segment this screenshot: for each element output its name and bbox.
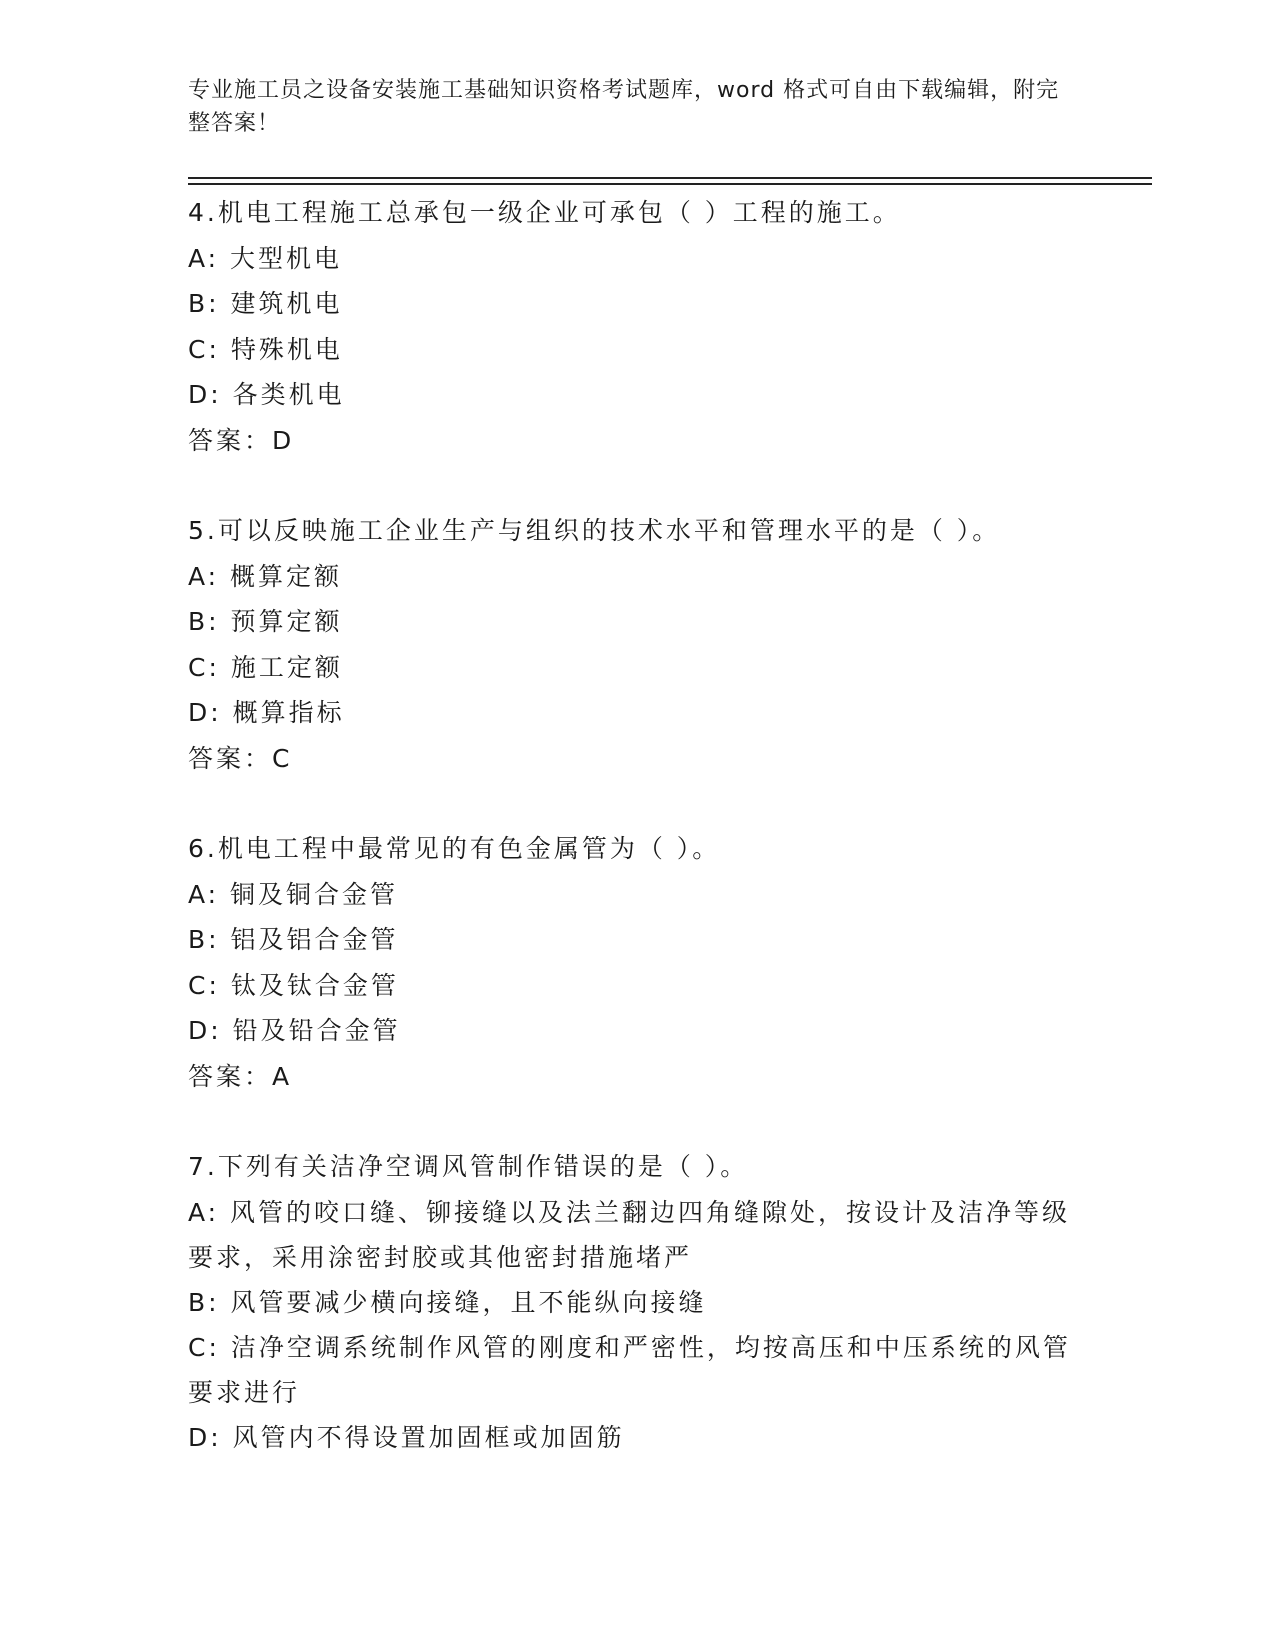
question-title: 4.机电工程施工总承包一级企业可承包（ ）工程的施工。 — [188, 198, 901, 227]
answer: 答案：A — [188, 1061, 293, 1091]
option-a: A: 风管的咬口缝、铆接缝以及法兰翻边四角缝隙处，按设计及洁净等级要求，采用涂密封胶或其他密封措施堵严 — [188, 1197, 1071, 1272]
question-list — [188, 190, 1088, 1506]
option-c: C: 施工定额 — [188, 652, 343, 682]
option-b: B: 铝及铝合金管 — [188, 925, 399, 954]
question-title: 5.可以反映施工企业生产与组织的技术水平和管理水平的是（ ）。 — [188, 516, 1001, 545]
header-divider-bottom — [188, 183, 1152, 185]
document-header: 专业施工员之设备安装施工基础知识资格考试题库，word 格式可自由下载编辑，附完整答案！ — [188, 78, 1060, 136]
question-title: 7.下列有关洁净空调风管制作错误的是（ ）。 — [188, 1152, 749, 1181]
option-b: B: 建筑机电 — [188, 289, 343, 318]
option-c: C: 钛及钛合金管 — [188, 970, 399, 1000]
option-d: D: 各类机电 — [188, 380, 345, 409]
question-7 — [188, 1144, 1088, 1461]
question-4 — [188, 190, 1088, 463]
option-a: A: 铜及铜合金管 — [188, 879, 399, 909]
option-b: B: 预算定额 — [188, 607, 343, 636]
question-5 — [188, 508, 1088, 781]
question-title: 6.机电工程中最常见的有色金属管为（ ）。 — [188, 834, 721, 863]
option-d: D: 风管内不得设置加固框或加固筋 — [188, 1423, 625, 1452]
header-divider-top — [188, 177, 1152, 179]
answer: 答案：C — [188, 743, 293, 773]
answer: 答案：D — [188, 425, 295, 455]
option-a: A: 概算定额 — [188, 561, 343, 591]
option-c: C: 洁净空调系统制作风管的刚度和严密性，均按高压和中压系统的风管要求进行 — [188, 1333, 1071, 1407]
option-a: A: 大型机电 — [188, 243, 343, 273]
option-c: C: 特殊机电 — [188, 334, 343, 364]
option-b: B: 风管要减少横向接缝，且不能纵向接缝 — [188, 1287, 707, 1317]
option-d: D: 概算指标 — [188, 698, 345, 727]
question-6 — [188, 826, 1088, 1099]
option-d: D: 铅及铅合金管 — [188, 1016, 401, 1045]
